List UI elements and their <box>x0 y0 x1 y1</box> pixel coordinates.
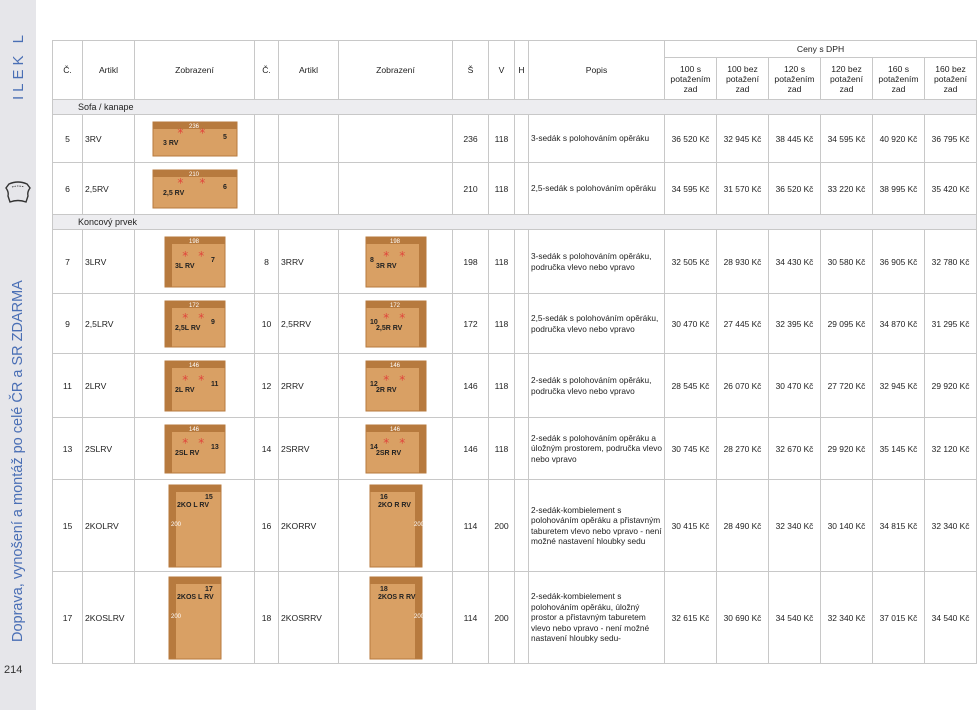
plan-tag: 7 <box>210 256 215 264</box>
plan-label: 2,5L RV <box>174 324 200 332</box>
row-price: 31 295 Kč <box>925 294 977 354</box>
row-price: 32 505 Kč <box>665 230 717 294</box>
row-depth <box>515 230 529 294</box>
star-icon: * <box>197 310 204 325</box>
row-price: 32 670 Kč <box>769 418 821 480</box>
furniture-plan-icon <box>151 166 239 212</box>
plan-label: 3 RV <box>162 139 178 147</box>
row-image <box>135 230 255 294</box>
row-article-2: 2SRRV <box>279 418 339 480</box>
row-article: 3RV <box>83 115 135 163</box>
plan-label: 2L RV <box>174 386 195 394</box>
armrest-shape <box>165 237 172 287</box>
plan-tag: 12 <box>369 380 378 388</box>
backrest-shape <box>169 577 221 584</box>
row-image <box>135 115 255 163</box>
row-number-2: 12 <box>255 354 279 418</box>
plan-dimension: 210 <box>188 171 199 178</box>
star-icon: * <box>382 248 389 263</box>
row-number: 11 <box>53 354 83 418</box>
row-description: 2-sedák-kombielement s polohováním opěráku, úložný prostor a přistavným taburetem vlevo nebo vpravo - není možné nastavení hloubky sedu- <box>529 572 665 664</box>
row-height: 118 <box>489 115 515 163</box>
table-row <box>53 480 977 572</box>
row-price: 34 815 Kč <box>873 480 925 572</box>
backrest-shape <box>169 485 221 492</box>
row-image-2 <box>339 230 453 294</box>
row-price: 28 270 Kč <box>717 418 769 480</box>
plan-tag: 10 <box>369 318 378 326</box>
plan-dimension: 146 <box>188 426 199 433</box>
row-height: 200 <box>489 572 515 664</box>
row-depth <box>515 115 529 163</box>
col-header-artikl2: Artikl <box>279 41 339 100</box>
row-price: 34 595 Kč <box>821 115 873 163</box>
plan-dimension: 200 <box>170 521 181 528</box>
row-height: 118 <box>489 418 515 480</box>
section-end-element: Koncový prvek <box>53 215 977 230</box>
row-image-2 <box>339 418 453 480</box>
row-width: 146 <box>453 354 489 418</box>
row-price: 33 220 Kč <box>821 163 873 215</box>
row-height: 118 <box>489 230 515 294</box>
row-article: 2KOLRV <box>83 480 135 572</box>
col-header-zobrazeni: Zobrazení <box>135 41 255 100</box>
row-number: 15 <box>53 480 83 572</box>
plan-dimension: 200 <box>170 613 181 620</box>
plan-tag: 15 <box>204 493 213 501</box>
plan-label: 2R RV <box>375 386 396 394</box>
table-row <box>53 418 977 480</box>
col-header-price-2: 100 bez potažení zad <box>717 58 769 100</box>
table-row <box>53 572 977 664</box>
row-price: 32 945 Kč <box>873 354 925 418</box>
backrest-shape <box>370 577 422 584</box>
col-header-zobrazeni2: Zobrazení <box>339 41 453 100</box>
row-image <box>135 163 255 215</box>
row-price: 32 340 Kč <box>821 572 873 664</box>
col-header-price-5: 160 s potažením zad <box>873 58 925 100</box>
row-price: 30 470 Kč <box>769 354 821 418</box>
row-number-2: 16 <box>255 480 279 572</box>
row-height: 118 <box>489 163 515 215</box>
armrest-shape <box>165 301 172 347</box>
plan-label: 2,5 RV <box>162 189 184 197</box>
plan-dimension: 200 <box>413 521 424 528</box>
plan-label: 3L RV <box>174 262 195 270</box>
furniture-plan-icon <box>364 357 428 415</box>
row-depth <box>515 572 529 664</box>
armrest-shape <box>165 361 172 411</box>
row-image <box>135 480 255 572</box>
plan-label: 3R RV <box>375 262 396 270</box>
furniture-plan-icon <box>151 118 239 160</box>
row-price: 32 780 Kč <box>925 230 977 294</box>
row-depth <box>515 418 529 480</box>
furniture-plan-icon <box>364 483 428 569</box>
row-price: 36 520 Kč <box>769 163 821 215</box>
star-icon: * <box>198 175 205 190</box>
star-icon: * <box>382 372 389 387</box>
plan-tag: 17 <box>204 585 213 593</box>
furniture-plan-icon <box>163 421 227 477</box>
row-number-2: 10 <box>255 294 279 354</box>
row-number-2: 8 <box>255 230 279 294</box>
col-header-h: H <box>515 41 529 100</box>
plan-tag: 13 <box>210 443 219 451</box>
row-description: 2-sedák-kombielement s polohováním opěráku a přistavným taburetem vlevo nebo vpravo - není možné nastavení hloubky sedu <box>529 480 665 572</box>
delivery-note: Doprava, vynošení a montáž po celé ČR a SR ZDARMA <box>10 280 26 642</box>
plan-label: 2SL RV <box>174 449 199 457</box>
col-header-price-1: 100 s potažením zad <box>665 58 717 100</box>
plan-label: 2KOS L RV <box>176 593 214 601</box>
row-price: 35 145 Kč <box>873 418 925 480</box>
plan-tag: 8 <box>369 256 374 264</box>
row-price: 35 420 Kč <box>925 163 977 215</box>
row-price: 34 870 Kč <box>873 294 925 354</box>
row-number-2: 18 <box>255 572 279 664</box>
star-icon: * <box>176 125 183 140</box>
row-height: 118 <box>489 354 515 418</box>
row-article-2: 2KOSRRV <box>279 572 339 664</box>
furniture-plan-icon <box>163 575 227 661</box>
row-number-2 <box>255 115 279 163</box>
row-description: 2-sedák s polohováním opěráku, područka vlevo nebo vpravo <box>529 354 665 418</box>
row-number: 9 <box>53 294 83 354</box>
row-price: 27 445 Kč <box>717 294 769 354</box>
row-width: 172 <box>453 294 489 354</box>
row-number: 6 <box>53 163 83 215</box>
table-row <box>53 163 977 215</box>
plan-tag: 16 <box>379 493 388 501</box>
row-number: 5 <box>53 115 83 163</box>
row-description: 3-sedák s polohováním opěráku <box>529 115 665 163</box>
row-image <box>135 572 255 664</box>
row-description: 2,5-sedák s polohováním opěráku, područka vlevo nebo vpravo <box>529 294 665 354</box>
plan-label: 2KO R RV <box>377 501 411 509</box>
furniture-plan-icon <box>163 483 227 569</box>
star-icon: * <box>382 310 389 325</box>
star-icon: * <box>181 372 188 387</box>
star-icon: * <box>197 435 204 450</box>
plan-dimension: 198 <box>188 238 199 245</box>
row-width: 146 <box>453 418 489 480</box>
row-price: 28 930 Kč <box>717 230 769 294</box>
furniture-plan-icon <box>163 357 227 415</box>
armrest-shape <box>419 301 426 347</box>
row-image-2 <box>339 294 453 354</box>
plan-label: 2,5R RV <box>375 324 402 332</box>
star-icon: * <box>181 310 188 325</box>
row-price: 38 445 Kč <box>769 115 821 163</box>
furniture-plan-icon <box>364 421 428 477</box>
col-header-price-3: 120 s potažením zad <box>769 58 821 100</box>
row-price: 30 140 Kč <box>821 480 873 572</box>
row-price: 36 795 Kč <box>925 115 977 163</box>
row-image <box>135 418 255 480</box>
row-number-2: 14 <box>255 418 279 480</box>
plan-dimension: 146 <box>188 362 199 369</box>
row-price: 27 720 Kč <box>821 354 873 418</box>
star-icon: * <box>197 248 204 263</box>
star-icon: * <box>398 310 405 325</box>
star-icon: * <box>398 248 405 263</box>
armrest-shape <box>165 425 172 473</box>
row-width: 210 <box>453 163 489 215</box>
col-header-v: V <box>489 41 515 100</box>
plan-label: 2KO L RV <box>176 501 209 509</box>
row-price: 31 570 Kč <box>717 163 769 215</box>
row-price: 32 120 Kč <box>925 418 977 480</box>
plan-dimension: 198 <box>389 238 400 245</box>
col-header-price-4: 120 bez potažení zad <box>821 58 873 100</box>
table-row <box>53 294 977 354</box>
row-article-2 <box>279 163 339 215</box>
row-width: 114 <box>453 572 489 664</box>
col-header-price-6: 160 bez potažení zad <box>925 58 977 100</box>
row-width: 236 <box>453 115 489 163</box>
row-depth <box>515 163 529 215</box>
row-image-2 <box>339 115 453 163</box>
table-row <box>53 354 977 418</box>
row-depth <box>515 294 529 354</box>
star-icon: * <box>181 435 188 450</box>
armrest-shape <box>419 425 426 473</box>
plan-tag: 11 <box>210 380 218 388</box>
row-article: 2,5LRV <box>83 294 135 354</box>
plan-dimension: 236 <box>188 123 199 130</box>
furniture-plan-icon <box>163 297 227 351</box>
star-icon: * <box>382 435 389 450</box>
row-depth <box>515 480 529 572</box>
star-icon: * <box>398 435 405 450</box>
plan-label: 2SR RV <box>375 449 401 457</box>
row-height: 118 <box>489 294 515 354</box>
row-article: 3LRV <box>83 230 135 294</box>
row-price: 29 920 Kč <box>821 418 873 480</box>
row-description: 3-sedák s polohováním opěráku, područka vlevo nebo vpravo <box>529 230 665 294</box>
plan-tag: 6 <box>222 183 227 191</box>
section-sofa: Sofa / kanape <box>53 100 977 115</box>
plan-dimension: 146 <box>389 362 400 369</box>
row-price: 37 015 Kč <box>873 572 925 664</box>
row-article-2: 2,5RRV <box>279 294 339 354</box>
row-number: 7 <box>53 230 83 294</box>
row-price: 30 415 Kč <box>665 480 717 572</box>
backrest-shape <box>370 485 422 492</box>
sofa-leather-icon <box>4 178 32 206</box>
row-price: 34 540 Kč <box>925 572 977 664</box>
star-icon: * <box>198 125 205 140</box>
col-header-prices: Ceny s DPH <box>665 41 977 58</box>
row-price: 32 945 Kč <box>717 115 769 163</box>
row-number: 17 <box>53 572 83 664</box>
plan-tag: 5 <box>222 133 227 141</box>
row-description: 2,5-sedák s polohováním opěráku <box>529 163 665 215</box>
col-header-popis: Popis <box>529 41 665 100</box>
col-header-c: Č. <box>53 41 83 100</box>
row-price: 32 395 Kč <box>769 294 821 354</box>
furniture-plan-icon <box>364 297 428 351</box>
plan-dimension: 172 <box>188 302 199 309</box>
row-price: 40 920 Kč <box>873 115 925 163</box>
armrest-shape <box>419 237 426 287</box>
armrest-shape <box>419 361 426 411</box>
plan-label: 2KOS R RV <box>377 593 416 601</box>
row-price: 36 905 Kč <box>873 230 925 294</box>
plan-tag: 9 <box>210 318 215 326</box>
brand-title: ILEK L <box>10 30 27 100</box>
row-article-2: 3RRV <box>279 230 339 294</box>
col-header-s: Š <box>453 41 489 100</box>
table-row <box>53 115 977 163</box>
table-row <box>53 230 977 294</box>
row-article: 2,5RV <box>83 163 135 215</box>
furniture-plan-icon <box>364 233 428 291</box>
plan-dimension: 172 <box>389 302 400 309</box>
row-depth <box>515 354 529 418</box>
row-price: 30 470 Kč <box>665 294 717 354</box>
row-price: 32 615 Kč <box>665 572 717 664</box>
row-description: 2-sedák s polohováním opěráku a úložným prostorem, područka vlevo nebo vpravo <box>529 418 665 480</box>
row-article-2: 2RRV <box>279 354 339 418</box>
row-price: 30 580 Kč <box>821 230 873 294</box>
row-price: 32 340 Kč <box>769 480 821 572</box>
price-table <box>52 40 977 664</box>
star-icon: * <box>181 248 188 263</box>
star-icon: * <box>398 372 405 387</box>
row-image-2 <box>339 163 453 215</box>
plan-dimension: 146 <box>389 426 400 433</box>
plan-tag: 14 <box>369 443 378 451</box>
row-width: 198 <box>453 230 489 294</box>
row-price: 34 595 Kč <box>665 163 717 215</box>
furniture-plan-icon <box>163 233 227 291</box>
row-price: 30 745 Kč <box>665 418 717 480</box>
row-image-2 <box>339 572 453 664</box>
col-header-c2: Č. <box>255 41 279 100</box>
row-price: 38 995 Kč <box>873 163 925 215</box>
row-price: 29 920 Kč <box>925 354 977 418</box>
row-article: 2KOSLRV <box>83 572 135 664</box>
row-price: 34 540 Kč <box>769 572 821 664</box>
row-price: 26 070 Kč <box>717 354 769 418</box>
plan-tag: 18 <box>379 585 388 593</box>
row-height: 200 <box>489 480 515 572</box>
row-article: 2SLRV <box>83 418 135 480</box>
star-icon: * <box>176 175 183 190</box>
row-width: 114 <box>453 480 489 572</box>
furniture-plan-icon <box>364 575 428 661</box>
col-header-artikl: Artikl <box>83 41 135 100</box>
row-article-2 <box>279 115 339 163</box>
row-price: 28 545 Kč <box>665 354 717 418</box>
row-price: 29 095 Kč <box>821 294 873 354</box>
row-article-2: 2KORRV <box>279 480 339 572</box>
page-number: 214 <box>4 664 23 676</box>
row-price: 34 430 Kč <box>769 230 821 294</box>
row-article: 2LRV <box>83 354 135 418</box>
row-price: 32 340 Kč <box>925 480 977 572</box>
row-image-2 <box>339 354 453 418</box>
star-icon: * <box>197 372 204 387</box>
row-image <box>135 354 255 418</box>
row-number-2 <box>255 163 279 215</box>
row-price: 28 490 Kč <box>717 480 769 572</box>
row-price: 30 690 Kč <box>717 572 769 664</box>
row-price: 36 520 Kč <box>665 115 717 163</box>
row-image-2 <box>339 480 453 572</box>
row-number: 13 <box>53 418 83 480</box>
plan-dimension: 200 <box>413 613 424 620</box>
row-image <box>135 294 255 354</box>
